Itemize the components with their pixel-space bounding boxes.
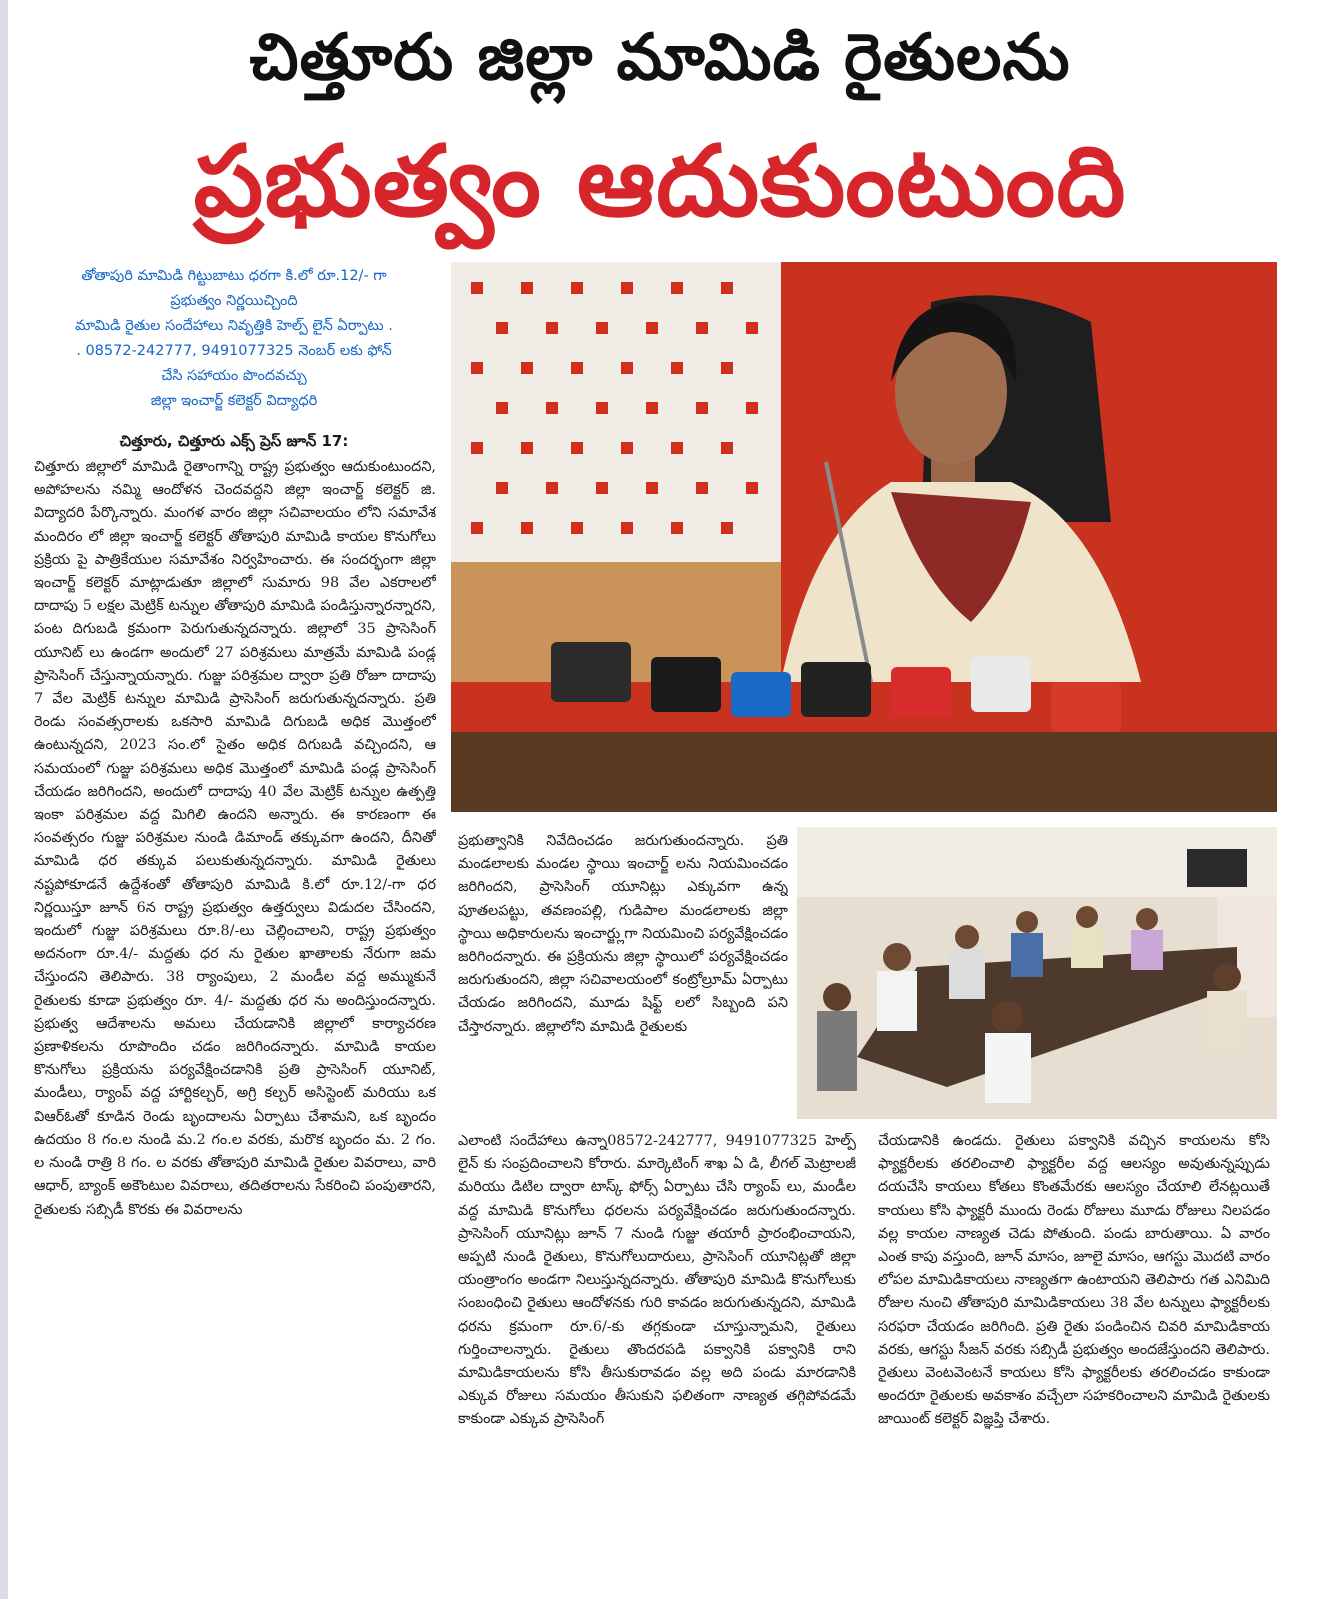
highlight-line: ప్రభుత్వం నిర్ణయిచ్చింది xyxy=(170,293,298,309)
headline-line-1: చిత్తూరు జిల్లా మామిడి రైతులను xyxy=(249,21,1071,95)
highlight-line: మామిడి రైతుల సందేహాలు నివృత్తికి హెల్ప్ లైన్ ఏర్పాటు . xyxy=(75,318,393,334)
meeting-room-photo xyxy=(797,827,1277,1119)
dateline: చిత్తూరు, చిత్తూరు ఎక్స్ ప్రెస్ జూన్ 17: xyxy=(119,432,349,450)
article-column-3: చేయడానికి ఉండదు. రైతులు పక్వానికి వచ్చిన కాయలను కోసి ఫ్యాక్టరీలకు తరలించాలి ఫ్యాక్టరీల వద్ద ఆలస్యం అవుతున్నప్పుడు దయచేసి కాయలు కోతలు కొంతమేరకు ఆలస్యం చేయాలి లేనట్లయితే కాయలు కోసి ఫ్యాక్టరీ ముందు రెండు రోజులు మూడు రోజులు నిలపడం వల్ల కాయల నాణ్యత చెడు పోతుంది. పండు బారుతాయి. ఏ వారం ఎంత కాపు వస్తుంది, జూన్ మాసం, జూలై మాసం, ఆగస్టు మొదటి వారం లోపల మామిడికాయలు నాణ్యతగా ఉంటాయని తెలిపారు గత ఎనిమిది రోజుల నుంచి తోతాపురి మామిడికాయలు 38 వేల టన్నులు ఫ్యాక్టరీలకు సరఫరా చేయడం జరిగింది. ప్రతి రైతు పండించిన చివరి మామిడికాయ వరకు, ఆగస్టు సీజన్ వరకు సబ్సిడీ ప్రభుత్వం అందజేస్తుందని తెలిపారు. రైతులు వెంటవెంటనే కాయలు కోసి ఫ్యాక్టరీలకు తరలించడం కాకుండా అందరూ రైతులకు అవకాశం వచ్చేలా సహకరించాలని మామిడి రైతులకు జాయింట్ కలెక్టర్ విజ్ఞప్తి చేశారు. xyxy=(878,1133,1270,1428)
highlight-line: చేసి సహాయం పొందవచ్చు xyxy=(161,368,307,384)
headline-line-2: ప్రభుత్వం ఆదుకుంటుంది xyxy=(193,125,1127,239)
article-column-2-top: ప్రభుత్వానికి నివేదించడం జరుగుతుందన్నారు. ప్రతి మండలాలకు మండల స్థాయి ఇంచార్జ్ లను నియమించడం జరిగిందని, ప్రాసెసింగ్ యూనిట్లు ఎక్కువగా ఉన్న పూతలపట్టు, తవణంపల్లి, గుడిపాల మండలాలకు జిల్లా స్థాయి అధికారులను ఇంచార్జ్లుగా నియమించి పర్యవేక్షించడం జరిగిందన్నారు. ఈ ప్రక్రియను జిల్లా స్థాయిలో పర్యవేక్షించడం జరుగుతుందని, జిల్లా సచివాలయంలో కంట్రోల్రూమ్ ఏర్పాటు చేయడం జరిగిందని, మూడు షిఫ్ట్ లలో సిబ్బంది పని చేస్తారన్నారు. జిల్లాలోని మామిడి రైతులకు xyxy=(458,833,788,1035)
highlight-line: . 08572-242777, 9491077325 నెంబర్ లకు ఫోన్ xyxy=(76,343,392,359)
highlights-box xyxy=(34,264,434,414)
highlight-line: తోతాపురి మామిడి గిట్టుబాటు ధరగా కి.లో రూ.12/- గా xyxy=(81,268,387,284)
article-column-2-bottom: ఎలాంటి సందేహాలు ఉన్నా08572-242777, 9491077325 హెల్ప్ లైన్ కు సంప్రదించాలని కోరారు. మార్కెటింగ్ శాఖ ఏ డి, లీగల్ మెట్రాలజీ మరియు డిటిల ద్వారా టాస్క్ ఫోర్స్ ఏర్పాటు చేసి ర్యాంప్ లు, మండీల వద్ద మామిడి కొనుగోలు ధరలను పర్యవేక్షించడం జరుగుతుందన్నారు. ప్రాసెసింగ్ యూనిట్లు జూన్ 7 నుండి గుజ్జు తయారీ ప్రారంభించాయని, అప్పటి నుండి రైతులు, కొనుగోలుదారులు, ప్రాసెసింగ్ యూనిట్లతో జిల్లా యంత్రాంగం అండగా నిలుస్తున్నదన్నారు. తోతాపురి మామిడి కొనుగోలుకు సంబంధించి రైతులు ఆందోళనకు గురి కావడం జరుగుతున్నదని, మామిడి ధరను క్రమంగా రూ.6/-కు తగ్గకుండా చూస్తున్నామని, రైతులు గుర్తించాలన్నారు. రైతులు తొందరపడి పక్వానికి పక్వానికి రాని మామిడికాయలను కోసి తీసుకురావడం వల్ల అది పండు మారడానికి ఎక్కువ రోజులు సమయం తీసుకుని ఫలితంగా నాణ్యత తగ్గిపోవడమే కాకుండా ఎక్కువ ప్రాసెసింగ్ xyxy=(458,1133,856,1428)
collector-press-meet-photo xyxy=(451,262,1277,812)
article-column-1: చిత్తూరు జిల్లాలో మామిడి రైతాంగాన్ని రాష్ట్ర ప్రభుత్వం ఆదుకుంటుందని, అపోహలను నమ్మి ఆందోళన చెందవద్దని జిల్లా ఇంచార్జ్ కలెక్టర్ జి. విద్యాదరి పేర్కొన్నారు. మంగళ వారం జిల్లా సచివాలయం లోని సమావేశ మందిరం లో జిల్లా ఇంచార్జ్ కలెక్టర్ తోతాపురి మామిడి కాయల కొనుగోలు ప్రక్రియ పై పాత్రికేయుల సమావేశం నిర్వహించారు. ఈ సందర్భంగా జిల్లా ఇంచార్జ్ కలెక్టర్ మాట్లాడుతూ జిల్లాలో సుమారు 98 వేల ఎకరాలలో దాదాపు 5 లక్షల మెట్రిక్ టన్నుల తోతాపురి మామిడి పండిస్తున్నారన్నారని, పంట దిగుబడి క్రమంగా పెరుగుతున్నదన్నారు. జిల్లాలో 35 ప్రాసెసింగ్ యూనిట్ లు ఉండగా అందులో 27 పరిశ్రమలు మాత్రమే మామిడి పండ్ల ప్రాసెసింగ్ చేస్తున్నాయన్నారు. గుజ్జు పరిశ్రమల ద్వారా ప్రతి రోజూ దాదాపు 7 వేల మెట్రిక్ టన్నుల మామిడి ప్రాసెసింగ్ జరుగుతున్నదన్నారు. ప్రతి రెండు సంవత్సరాలకు ఒకసారి మామిడి దిగుబడి అధిక మొత్తంలో ఉంటున్నదని, 2023 సం.లో సైతం అధిక దిగుబడి వచ్చిందని, ఆ సమయంలో గుజ్జు పరిశ్రమలు అధిక మొత్తంలో మామిడి పండ్ల ప్రాసెసింగ్ చేయడం జరిగిందని, అందులో దాదాపు 40 వేల మెట్రిక్ టన్నుల ఉత్పత్తి ఇంకా పరిశ్రమల వద్ద మిగిలి ఉందని అన్నారు. ఈ కారణంగా ఈ సంవత్సరం గుజ్జు పరిశ్రమల నుండి డిమాండ్ తక్కువగా ఉందని, దీనితో మామిడి ధర తక్కువ పలుకుతున్నదన్నారు. మామిడి రైతులు నష్టపోకూడనే ఉద్దేశంతో తోతాపురి మామిడి కి.లో రూ.12/-గా ధర నిర్ణయిస్తూ జూన్ 6న రాష్ట్ర ప్రభుత్వం ఉత్తర్వులు విడుదల చేసిందని, ఇందులో గుజ్జు పరిశ్రమలు రూ.8/-లు చెల్లించాలని, రాష్ట్ర ప్రభుత్వం అదనంగా రూ.4/- మద్దతు ధర ను రైతుల ఖాతాలకు నేరుగా జమ చేస్తుందని తెలిపారు. 38 ర్యాంపులు, 2 మండీల వద్ద అమ్ముకునే రైతులకు కూడా ప్రభుత్వం రూ. 4/- మద్దతు ధర ను అందిస్తుందన్నారు. ప్రభుత్వ ఆదేశాలను అమలు చేయడానికి జిల్లాలో కార్యాచరణ ప్రణాళికలను రూపొందిం చడం జరిగిందన్నారు. మామిడి కాయల కొనుగోలు ప్రక్రియను పర్యవేక్షించడానికి ప్రతి ప్రాసెసింగ్ యూనిట్, మండీలు, ర్యాంప్ వద్ద హార్టికల్చర్, అగ్రి కల్చర్ అసిస్టెంట్ మరియు ఒక విఆర్ఓతో కూడిన రెండు బృందాలను ఏర్పాటు చేశామని, ఒక బృందం ఉదయం 8 గం.ల నుండి మ.2 గం.ల వరకు, మరొక బృందం మ. 2 గం. ల నుండి రాత్రి 8 గం. ల వరకు తోతాపురి మామిడి రైతుల వివరాలు, వారి ఆధార్, బ్యాంక్ అకౌంటుల వివరాలు, తదితరాలను సేకరించి పంపుతారని, రైతులకు సబ్సిడీ కొరకు ఈ వివరాలను xyxy=(34,459,436,1218)
highlight-line: జిల్లా ఇంచార్జ్ కలెక్టర్ విద్యాధరి xyxy=(150,393,318,409)
